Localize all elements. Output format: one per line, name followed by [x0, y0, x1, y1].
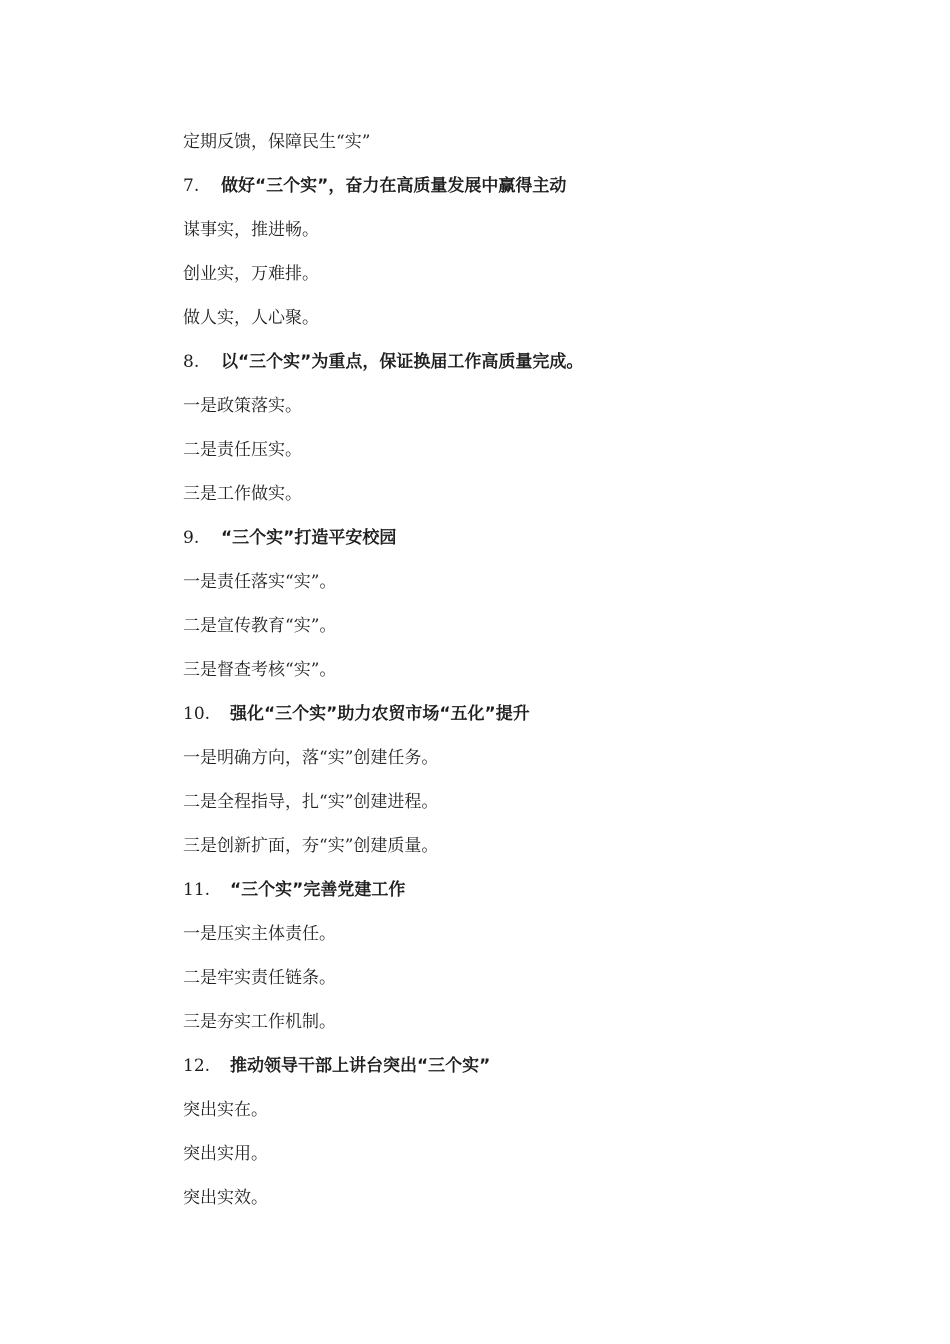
- list-item: 三是督查考核“实”。: [183, 660, 337, 680]
- list-item: 做人实，人心聚。: [183, 308, 319, 328]
- section-title: 做好“三个实”，奋力在高质量发展中赢得主动: [221, 176, 567, 196]
- list-item: 一是压实主体责任。: [183, 924, 336, 944]
- section-number: 7.: [183, 176, 200, 196]
- list-item: 三是创新扩面，夯“实”创建质量。: [183, 836, 439, 856]
- section-heading-11: [183, 876, 883, 920]
- section-heading-9: [183, 524, 883, 568]
- section-title: 以“三个实”为重点，保证换届工作高质量完成。: [221, 352, 584, 372]
- list-item: 二是责任压实。: [183, 440, 302, 460]
- section-number: 10.: [183, 704, 211, 724]
- list-item: 谋事实，推进畅。: [183, 220, 319, 240]
- list-item: 二是全程指导，扎“实”创建进程。: [183, 792, 439, 812]
- list-item: 二是牢实责任链条。: [183, 968, 336, 988]
- list-item: 突出实效。: [183, 1188, 268, 1208]
- section-heading-10: [183, 700, 883, 744]
- list-item: 三是夯实工作机制。: [183, 1012, 336, 1032]
- section-number: 8.: [183, 352, 200, 372]
- list-item: 突出实在。: [183, 1100, 268, 1120]
- list-item: 三是工作做实。: [183, 484, 302, 504]
- list-item: 一是政策落实。: [183, 396, 302, 416]
- list-item: 一是责任落实“实”。: [183, 572, 337, 592]
- section-number: 11.: [183, 880, 211, 900]
- section-number: 12.: [183, 1056, 211, 1076]
- list-item: 突出实用。: [183, 1144, 268, 1164]
- document-page: [183, 128, 883, 1228]
- section-heading-7: [183, 172, 883, 216]
- section-heading-8: [183, 348, 883, 392]
- list-item: 创业实，万难排。: [183, 264, 319, 284]
- section-title: 强化“三个实”助力农贸市场“五化”提升: [230, 704, 530, 724]
- list-item: 一是明确方向，落“实”创建任务。: [183, 748, 439, 768]
- section-title: 推动领导干部上讲台突出“三个实”: [230, 1056, 491, 1076]
- list-item: 二是宣传教育“实”。: [183, 616, 337, 636]
- section-heading-12: [183, 1052, 883, 1096]
- section-title: “三个实”打造平安校园: [221, 528, 397, 548]
- intro-line: 定期反馈，保障民生“实”: [183, 132, 371, 152]
- section-number: 9.: [183, 528, 200, 548]
- section-title: “三个实”完善党建工作: [230, 880, 406, 900]
